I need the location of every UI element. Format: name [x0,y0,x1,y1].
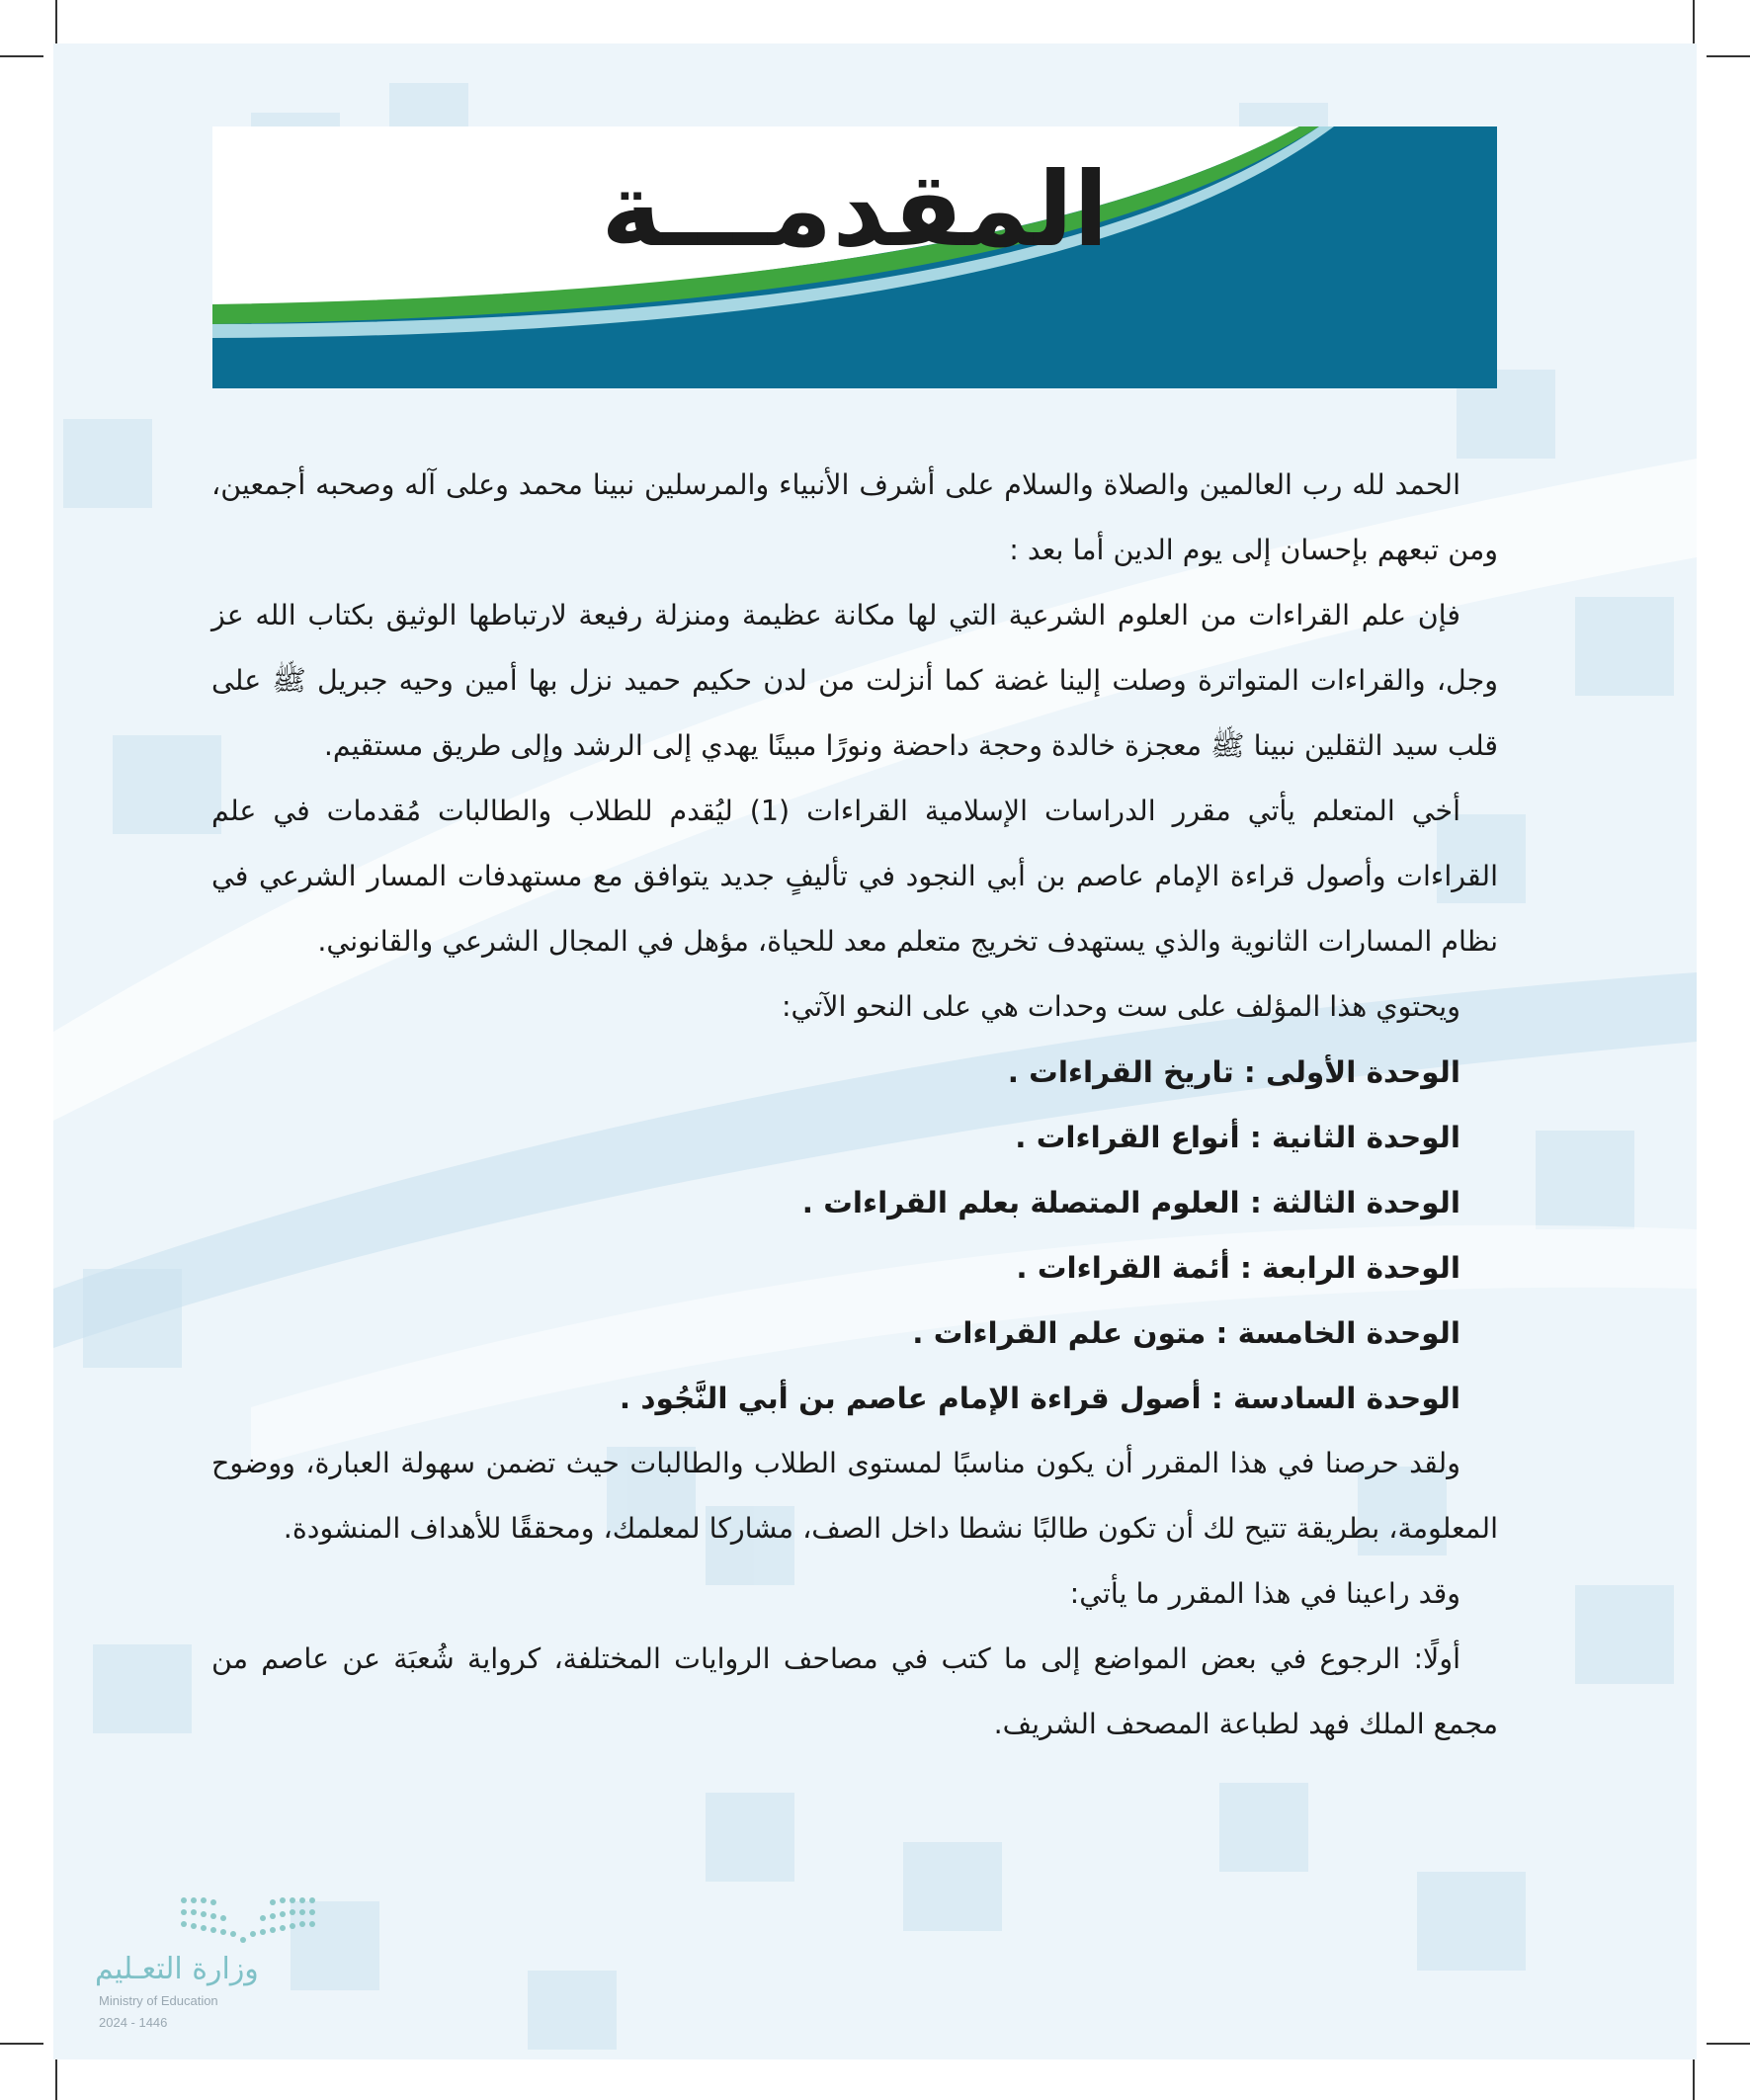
intro-paragraph: ويحتوي هذا المؤلف على ست وحدات هي على النحو الآتي: [781,990,1460,1023]
crop-mark [55,2057,57,2100]
intro-paragraph: الحمد لله رب العالمين والصلاة والسلام على أشرف الأنبياء والمرسلين نبينا محمد وعلى آله وصحبه أجمعين، ومن تبعهم بإحسان إلى يوم الدين أما بعد : [211,468,1498,566]
ministry-dots-logo-icon [174,1892,322,1947]
crop-mark [1693,0,1695,43]
crop-mark [1707,55,1750,57]
unit-list-item: الوحدة الثالثة : العلوم المتصلة بعلم القراءات . [801,1186,1460,1219]
unit-list-item: الوحدة الأولى : تاريخ القراءات . [1007,1055,1460,1089]
page-title: المقدمـــة [601,149,1109,270]
unit-list-item: الوحدة الرابعة : أئمة القراءات . [1016,1251,1460,1285]
crop-mark [1707,2043,1750,2045]
crop-mark [55,0,57,43]
ministry-logo [95,1892,332,2041]
intro-paragraph: فإن علم القراءات من العلوم الشرعية التي لها مكانة عظيمة ومنزلة رفيعة لارتباطها الوثيق بكتاب الله عز وجل، والقراءات المتواترة وصلت إلينا غضة كما أنزلت من لدن حكيم حميد نزل بها أمين وحيه جبريل ﷺ على قلب سيد الثقلين نبينا ﷺ معجزة خالدة وحجة داحضة ونورًا مبينًا يهدي إلى الرشد وإلى طريق مستقيم. [211,599,1498,762]
crop-mark [1693,2057,1695,2100]
intro-paragraph: وقد راعينا في هذا المقرر ما يأتي: [1069,1577,1460,1610]
ministry-name-en: Ministry of Education [99,1993,218,2008]
intro-paragraph: أخي المتعلم يأتي مقرر الدراسات الإسلامية القراءات (1) ليُقدم للطلاب والطالبات مُقدمات في علم القراءات وأصول قراءة الإمام عاصم بن أبي النجود في تأليفٍ جديد يتوافق مع مستهدفات المسار الشرعي في نظام المسارات الثانوية والذي يستهدف تخريج متعلم معد للحياة، مؤهل في المجال الشرعي والقانوني. [211,795,1498,958]
crop-mark [0,2043,43,2045]
unit-list-item: الوحدة السادسة : أصول قراءة الإمام عاصم بن أبي النَّجُود . [619,1382,1460,1415]
edition-year: 2024 - 1446 [99,2015,168,2030]
unit-list-item: الوحدة الخامسة : متون علم القراءات . [912,1316,1460,1350]
ministry-name-ar: وزارة التعـليم [95,1952,259,1986]
intro-paragraph: أولًا: الرجوع في بعض المواضع إلى ما كتب في مصاحف الروايات المختلفة، كرواية شُعبَة عن عاصم من مجمع الملك فهد لطباعة المصحف الشريف. [211,1642,1498,1740]
intro-paragraph: ولقد حرصنا في هذا المقرر أن يكون مناسبًا لمستوى الطلاب والطالبات حيث تضمن سهولة العبارة، ووضوح المعلومة، بطريقة تتيح لك أن تكون طالبًا نشطا داخل الصف، مشاركا لمعلمك، ومحققًا للأهداف المنشودة. [211,1447,1498,1545]
crop-mark [0,55,43,57]
intro-body [211,453,1498,1757]
unit-list-item: الوحدة الثانية : أنواع القراءات . [1015,1121,1460,1154]
